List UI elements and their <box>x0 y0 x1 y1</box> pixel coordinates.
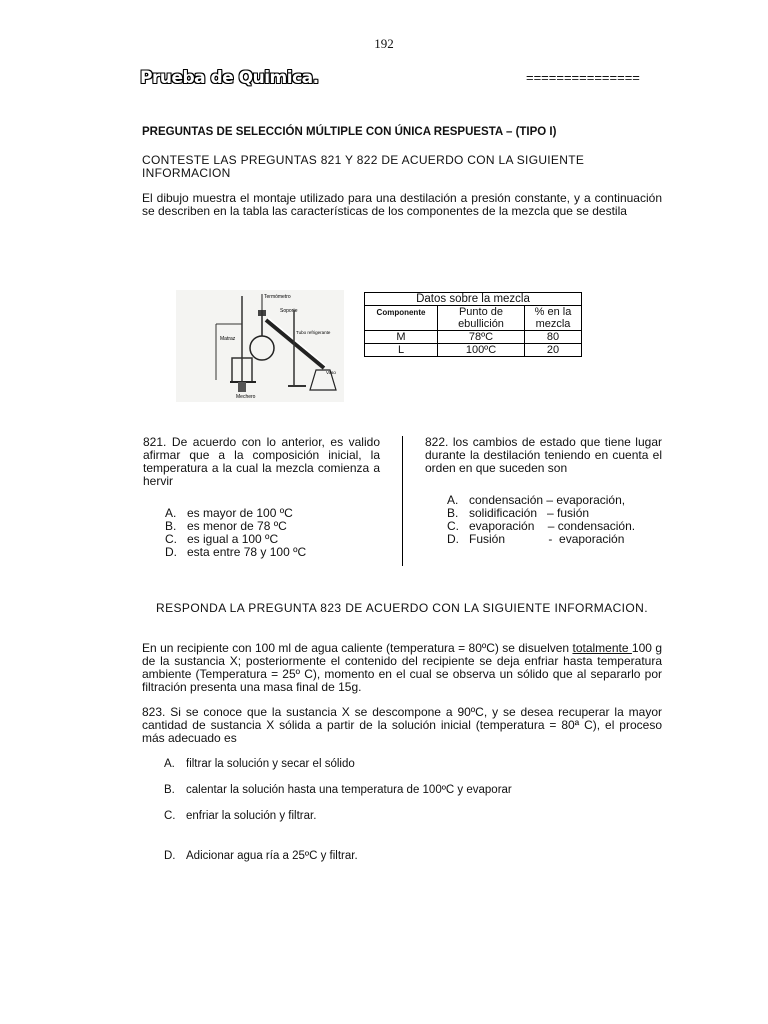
page-title: Prueba de Quimica. <box>140 68 319 88</box>
question-823-text: 823. Si se conoce que la sustancia X se descompone a 90ºC, y se desea recuperar la mayor cantidad de sustancia X sólida a partir de la solución inicial (temperatura = 80ª C), el proceso más adecuado es <box>142 705 662 745</box>
label-collector: Vaso <box>326 370 336 375</box>
table-cell: 20 <box>525 344 582 357</box>
instruction-821-822: CONTESTE LAS PREGUNTAS 821 Y 822 DE ACUERDO CON LA SIGUIENTE INFORMACION <box>142 153 585 180</box>
label-flask: Matraz <box>220 336 236 342</box>
question-821 <box>143 436 380 559</box>
table-cell: 100ºC <box>438 344 525 357</box>
table-row <box>365 344 582 357</box>
label-condenser: Tubo refrigerante <box>296 330 331 335</box>
question-823-option-a[interactable]: A. filtrar la solución y secar el sólido <box>164 758 355 770</box>
column-divider <box>402 436 403 566</box>
question-821-text: 821. De acuerdo con lo anterior, es valido afirmar que a la composición inicial, la temperatura a la cual la mezcla comienza a hervir <box>143 435 380 488</box>
underlined-word: totalmente <box>572 641 632 655</box>
label-burner: Mechero <box>236 394 256 400</box>
option-d[interactable]: D. esta entre 78 y 100 ºC <box>165 545 307 559</box>
page-number: 192 <box>374 36 394 51</box>
option-b[interactable]: B. solidificación – fusión <box>447 506 590 520</box>
table-header-boiling-point: Punto de ebullición <box>438 306 525 331</box>
label-support: Soporte <box>280 308 298 314</box>
table-cell: M <box>365 331 438 344</box>
question-822-text: 822. los cambios de estado que tiene lugar durante la destilación teniendo en cuenta el orden en que suceden son <box>425 435 662 475</box>
table-row <box>365 331 582 344</box>
question-823-option-d[interactable]: D. Adicionar agua ría a 25ºC y filtrar. <box>164 850 358 862</box>
question-821-options <box>165 507 380 559</box>
distillation-apparatus-figure <box>176 290 344 402</box>
table-header-component: Componente <box>365 306 438 331</box>
option-a[interactable]: A. condensación – evaporación, <box>447 493 626 507</box>
option-b[interactable]: B. es menor de 78 ºC <box>165 519 287 533</box>
instruction-823: RESPONDA LA PREGUNTA 823 DE ACUERDO CON LA SIGUIENTE INFORMACION. <box>156 601 648 615</box>
question-823-option-c[interactable]: C. enfriar la solución y filtrar. <box>164 810 317 822</box>
option-c[interactable]: C. evaporación – condensación. <box>447 519 636 533</box>
title-separator: =============== <box>526 70 640 85</box>
intro-paragraph: El dibujo muestra el montaje utilizado para una destilación a presión constante, y a continuación se describen en la tabla las características de los componentes de la mezcla que se destila <box>142 191 662 218</box>
paragraph-823-context: En un recipiente con 100 ml de agua caliente (temperatura = 80ºC) se disuelven totalmente 100 g de la sustancia X; posteriormente el contenido del recipiente se deja enfriar hasta temperatura ambiente (Temperatura = 25º C), momento en el cual se observa un sólido que al separarlo por filtración presenta una masa final de 15g. <box>142 641 663 694</box>
question-822 <box>425 436 662 546</box>
option-c[interactable]: C. es igual a 100 ºC <box>165 532 279 546</box>
table-caption: Datos sobre la mezcla <box>365 293 582 306</box>
question-822-options <box>447 494 662 546</box>
distillation-drawing <box>176 290 344 402</box>
mixture-data-table <box>364 292 582 357</box>
question-823-option-b[interactable]: B. calentar la solución hasta una temperatura de 100ºC y evaporar <box>164 784 512 796</box>
table-cell: L <box>365 344 438 357</box>
table-header-percent: % en la mezcla <box>525 306 582 331</box>
label-thermometer: Termómetro <box>264 294 291 300</box>
table-cell: 78ºC <box>438 331 525 344</box>
table-cell: 80 <box>525 331 582 344</box>
option-a[interactable]: A. es mayor de 100 ºC <box>165 506 293 520</box>
option-d[interactable]: D. Fusión - evaporación <box>447 532 625 546</box>
section-heading: PREGUNTAS DE SELECCIÓN MÚLTIPLE CON ÚNICA RESPUESTA – (TIPO I) <box>142 126 557 138</box>
